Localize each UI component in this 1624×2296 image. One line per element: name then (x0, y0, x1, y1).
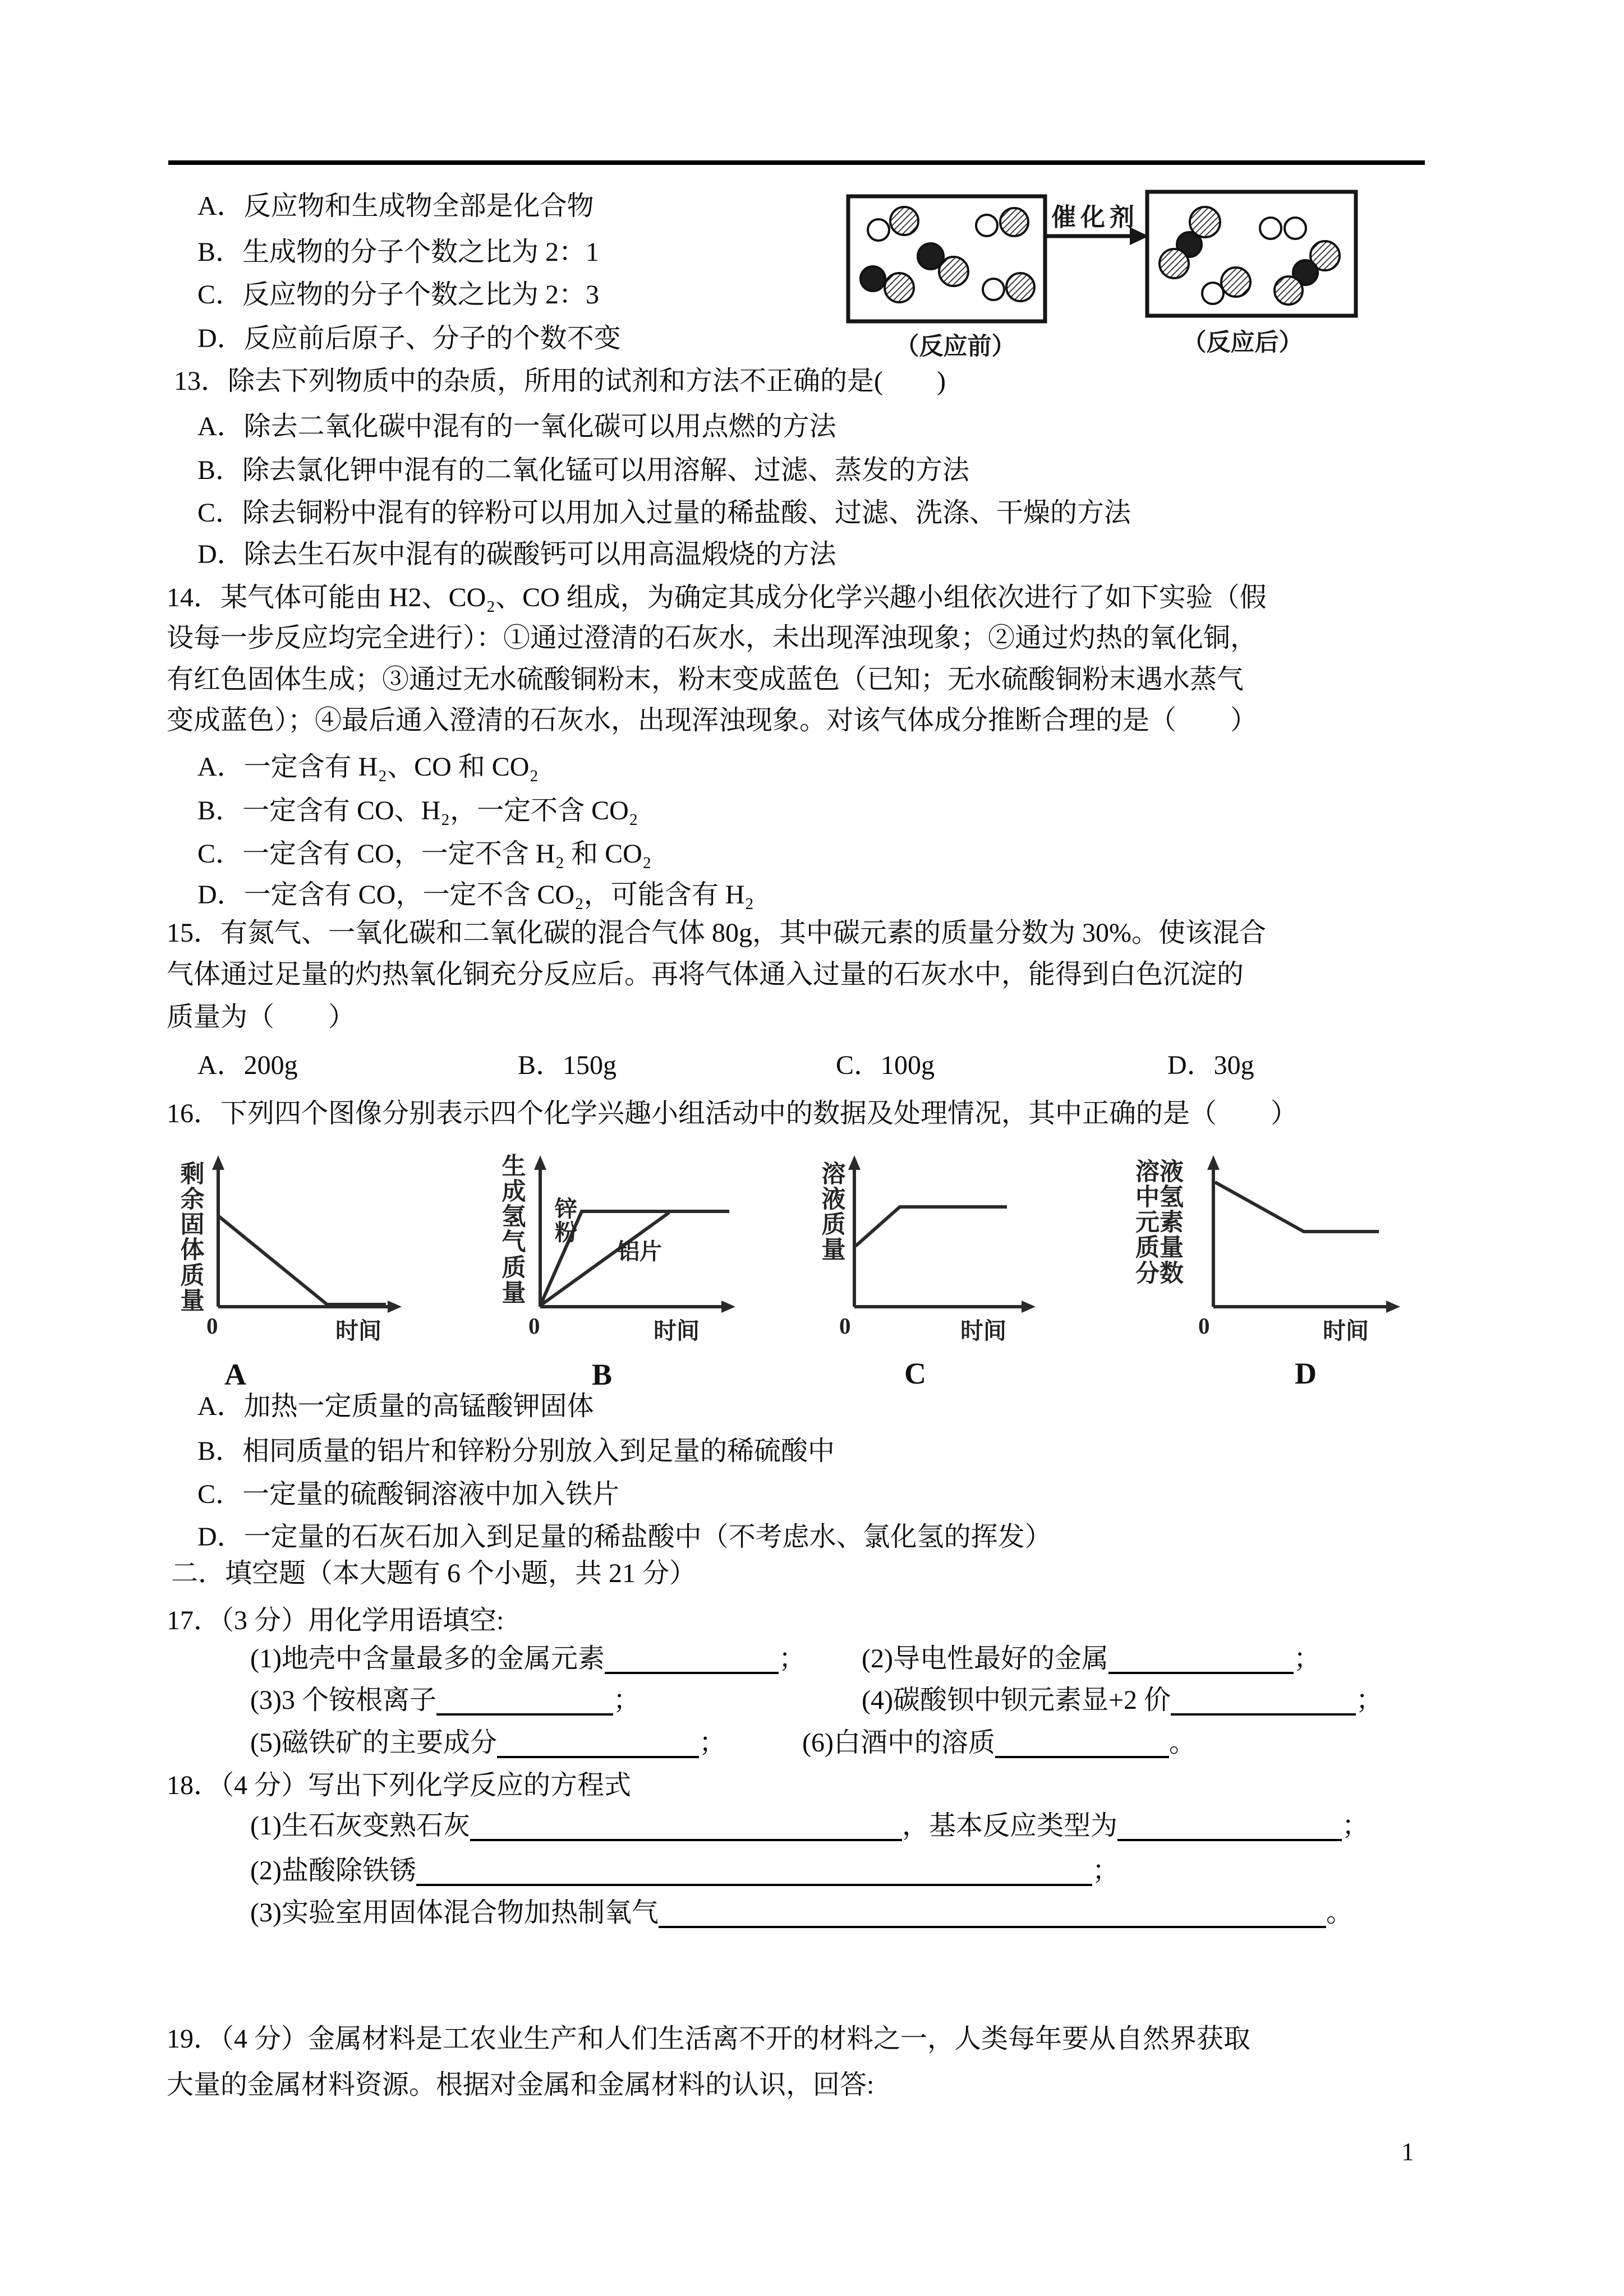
q17-item-4-text: (4)碳酸钡中钡元素显+2 价 (862, 1685, 1171, 1715)
page-number: 1 (1401, 2137, 1414, 2166)
q17-item-2-punct: ； (1293, 1644, 1321, 1673)
graph-c-tag: C (904, 1357, 926, 1390)
q18-item-1-punct: ； (1342, 1811, 1369, 1841)
q17-item-5-punct: ； (698, 1728, 726, 1758)
q13-option-d: D．除去生石灰中混有的碳酸钙可以用高温煅烧的方法 (197, 540, 836, 569)
graph-c-xlabel: 时间 (960, 1318, 1006, 1344)
q15-option-b: B．150g (518, 1050, 617, 1080)
q17-item-4-punct: ； (1356, 1685, 1383, 1715)
q18-item-2 (250, 1855, 1119, 1886)
graph-b-aluminum-label: 铝片 (617, 1239, 662, 1264)
graph-d-tag: D (1295, 1357, 1317, 1390)
q14-line-2: 设每一步反应均完全进行）：①通过澄清的石灰水，未出现浑浊现象；②通过灼热的氧化铜， (167, 623, 1258, 653)
q17-item-5-text: (5)磁铁矿的主要成分 (250, 1728, 497, 1758)
q17-item-3 (250, 1685, 640, 1716)
q17-blank-4 (1171, 1708, 1356, 1716)
q17-item-2-text: (2)导电性最好的金属 (862, 1644, 1108, 1673)
q17-item-1-text: (1)地壳中含量最多的金属元素 (250, 1644, 605, 1673)
q18-item-1 (250, 1810, 1369, 1841)
q17-item-3-text: (3)3 个铵根离子 (250, 1685, 436, 1715)
q13-head: 13．除去下列物质中的杂质，所用的试剂和方法不正确的是( ) (174, 366, 946, 396)
q18-item-1-text: (1)生石灰变熟石灰 (250, 1811, 470, 1841)
q16-head: 16．下列四个图像分别表示四个化学兴趣小组活动中的数据及处理情况，其中正确的是（ ） (167, 1099, 1298, 1128)
q14-line-3: 有红色固体生成；③通过无水硫酸铜粉末，粉末变成蓝色（已知；无水硫酸铜粉末遇水蒸气 (167, 665, 1244, 694)
q15-option-d: D．30g (1167, 1050, 1254, 1080)
graph-d-axes (1213, 1167, 1390, 1307)
q15-line-2: 气体通过足量的灼热氧化铜充分反应后。再将气体通入过量的石灰水中，能得到白色沉淀的 (167, 960, 1244, 989)
q18-blank-1a (470, 1833, 902, 1841)
header-rule (168, 160, 1425, 165)
graph-c-axes (854, 1167, 1025, 1307)
q18-item-2-text: (2)盐酸除铁锈 (250, 1856, 416, 1885)
q17-blank-6 (995, 1750, 1169, 1758)
q13-option-b: B．除去氯化钾中混有的二氧化锰可以用溶解、过滤、蒸发的方法 (197, 455, 970, 485)
q18-item-3 (250, 1897, 1353, 1928)
q14-line-4: 变成蓝色）；④最后通入澄清的石灰水，出现浑浊现象。对该气体成分推断合理的是（ ） (167, 706, 1258, 735)
before-molecules (861, 207, 1034, 302)
q12-option-c: C．反应物的分子个数之比为 2：3 (197, 280, 600, 310)
q13-option-c: C．除去铜粉中混有的锌粉可以用加入过量的稀盐酸、过滤、洗涤、干燥的方法 (197, 498, 1131, 528)
after-molecules (1160, 207, 1340, 305)
graph-b-origin: 0 (528, 1313, 540, 1339)
q15-line-3: 质量为（ ） (167, 1002, 356, 1032)
reaction-molecule-diagram (836, 185, 1391, 365)
q16-option-d: D．一定量的石灰石加入到足量的稀盐酸中（不考虑水、氯化氢的挥发） (197, 1522, 1052, 1552)
graph-b-zinc-label: 锌粉 (555, 1196, 577, 1245)
graph-c-ylabel: 溶液质量 (821, 1161, 846, 1264)
after-caption: （反应后） (1182, 330, 1303, 356)
q19-line-1: 19．（4 分）金属材料是工农业生产和人们生活离不开的材料之一，人类每年要从自然界获取 (167, 2024, 1251, 2054)
q17-blank-1 (605, 1666, 779, 1674)
q17-item-2 (862, 1643, 1321, 1674)
graph-d-xlabel: 时间 (1323, 1318, 1369, 1344)
q18-item-1-mid: ，基本反应类型为 (901, 1811, 1117, 1841)
q14-option-c: C．一定含有 CO，一定不含 H₂ 和 CO₂ (197, 839, 652, 869)
graph-d-ylabel: 溶液中氢元素质量分数 (1135, 1159, 1184, 1287)
q17-item-1 (250, 1643, 806, 1674)
q17-item-6-text: (6)白酒中的溶质 (802, 1728, 995, 1758)
q17-blank-3 (436, 1708, 613, 1716)
q18-blank-1b (1117, 1833, 1342, 1841)
q16-option-b: B．相同质量的铝片和锌粉分别放入到足量的稀硫酸中 (197, 1436, 835, 1466)
q17-item-1-punct: ； (778, 1644, 806, 1673)
q17-item-4 (862, 1685, 1383, 1716)
q12-option-b: B．生成物的分子个数之比为 2：1 (197, 237, 600, 267)
q17-item-6-punct: 。 (1168, 1728, 1196, 1758)
graph-b-ylabel: 生成氢气质量 (502, 1154, 526, 1307)
q17-item-6 (802, 1727, 1196, 1758)
graph-a-tag: A (224, 1358, 246, 1391)
q14-line-1: 14．某气体可能由 H2、CO₂、CO 组成，为确定其成分化学兴趣小组依次进行了如下实验（假 (167, 583, 1267, 612)
catalyst-label: 催化剂 (1051, 204, 1139, 231)
q19-line-2: 大量的金属材料资源。根据对金属和金属材料的认识，回答: (167, 2070, 875, 2100)
graph-a-xlabel: 时间 (335, 1318, 381, 1344)
graph-a-ylabel: 剩余固体质量 (180, 1161, 205, 1315)
q16-option-c: C．一定量的硫酸铜溶液中加入铁片 (197, 1479, 620, 1509)
q18-blank-3 (659, 1920, 1326, 1928)
q12-option-d: D．反应前后原子、分子的个数不变 (197, 324, 621, 353)
q17-item-5 (250, 1727, 726, 1758)
q18-item-3-punct: 。 (1326, 1898, 1353, 1928)
q14-option-d: D．一定含有 CO，一定不含 CO₂，可能含有 H₂ (197, 880, 755, 910)
q14-option-b: B．一定含有 CO、H₂，一定不含 CO₂ (197, 796, 638, 826)
graph-a-origin: 0 (206, 1313, 218, 1339)
q12-option-a: A．反应物和生成物全部是化合物 (197, 191, 594, 221)
graph-a-axes (218, 1167, 392, 1307)
q17-item-3-punct: ； (613, 1685, 640, 1715)
section2-head: 二．填空题（本大题有 6 个小题，共 21 分） (171, 1559, 697, 1588)
q15-line-1: 15．有氮气、一氧化碳和二氧化碳的混合气体 80g，其中碳元素的质量分数为 30%。使该混合 (167, 918, 1266, 948)
graph-d-origin: 0 (1198, 1313, 1210, 1339)
q17-blank-2 (1108, 1666, 1294, 1674)
q18-blank-2 (416, 1878, 1092, 1886)
q14-option-a: A．一定含有 H₂、CO 和 CO₂ (197, 752, 539, 782)
q15-option-a: A．200g (197, 1050, 298, 1080)
q16-option-a: A．加热一定质量的高锰酸钾固体 (197, 1391, 594, 1421)
q17-head: 17．（3 分）用化学用语填空: (167, 1606, 504, 1635)
q15-option-c: C．100g (836, 1050, 935, 1080)
before-caption: （反应前） (895, 334, 1016, 360)
graph-b-xlabel: 时间 (654, 1318, 700, 1344)
graph-c-origin: 0 (839, 1313, 851, 1339)
q18-item-3-text: (3)实验室用固体混合物加热制氧气 (250, 1898, 659, 1928)
graph-b-tag: B (592, 1358, 613, 1391)
q18-head: 18．（4 分）写出下列化学反应的方程式 (167, 1771, 632, 1800)
q18-item-2-punct: ； (1092, 1856, 1119, 1885)
q13-option-a: A．除去二氧化碳中混有的一氧化碳可以用点燃的方法 (197, 412, 836, 441)
q16-graphs (168, 1150, 1453, 1318)
q17-blank-5 (497, 1750, 699, 1758)
